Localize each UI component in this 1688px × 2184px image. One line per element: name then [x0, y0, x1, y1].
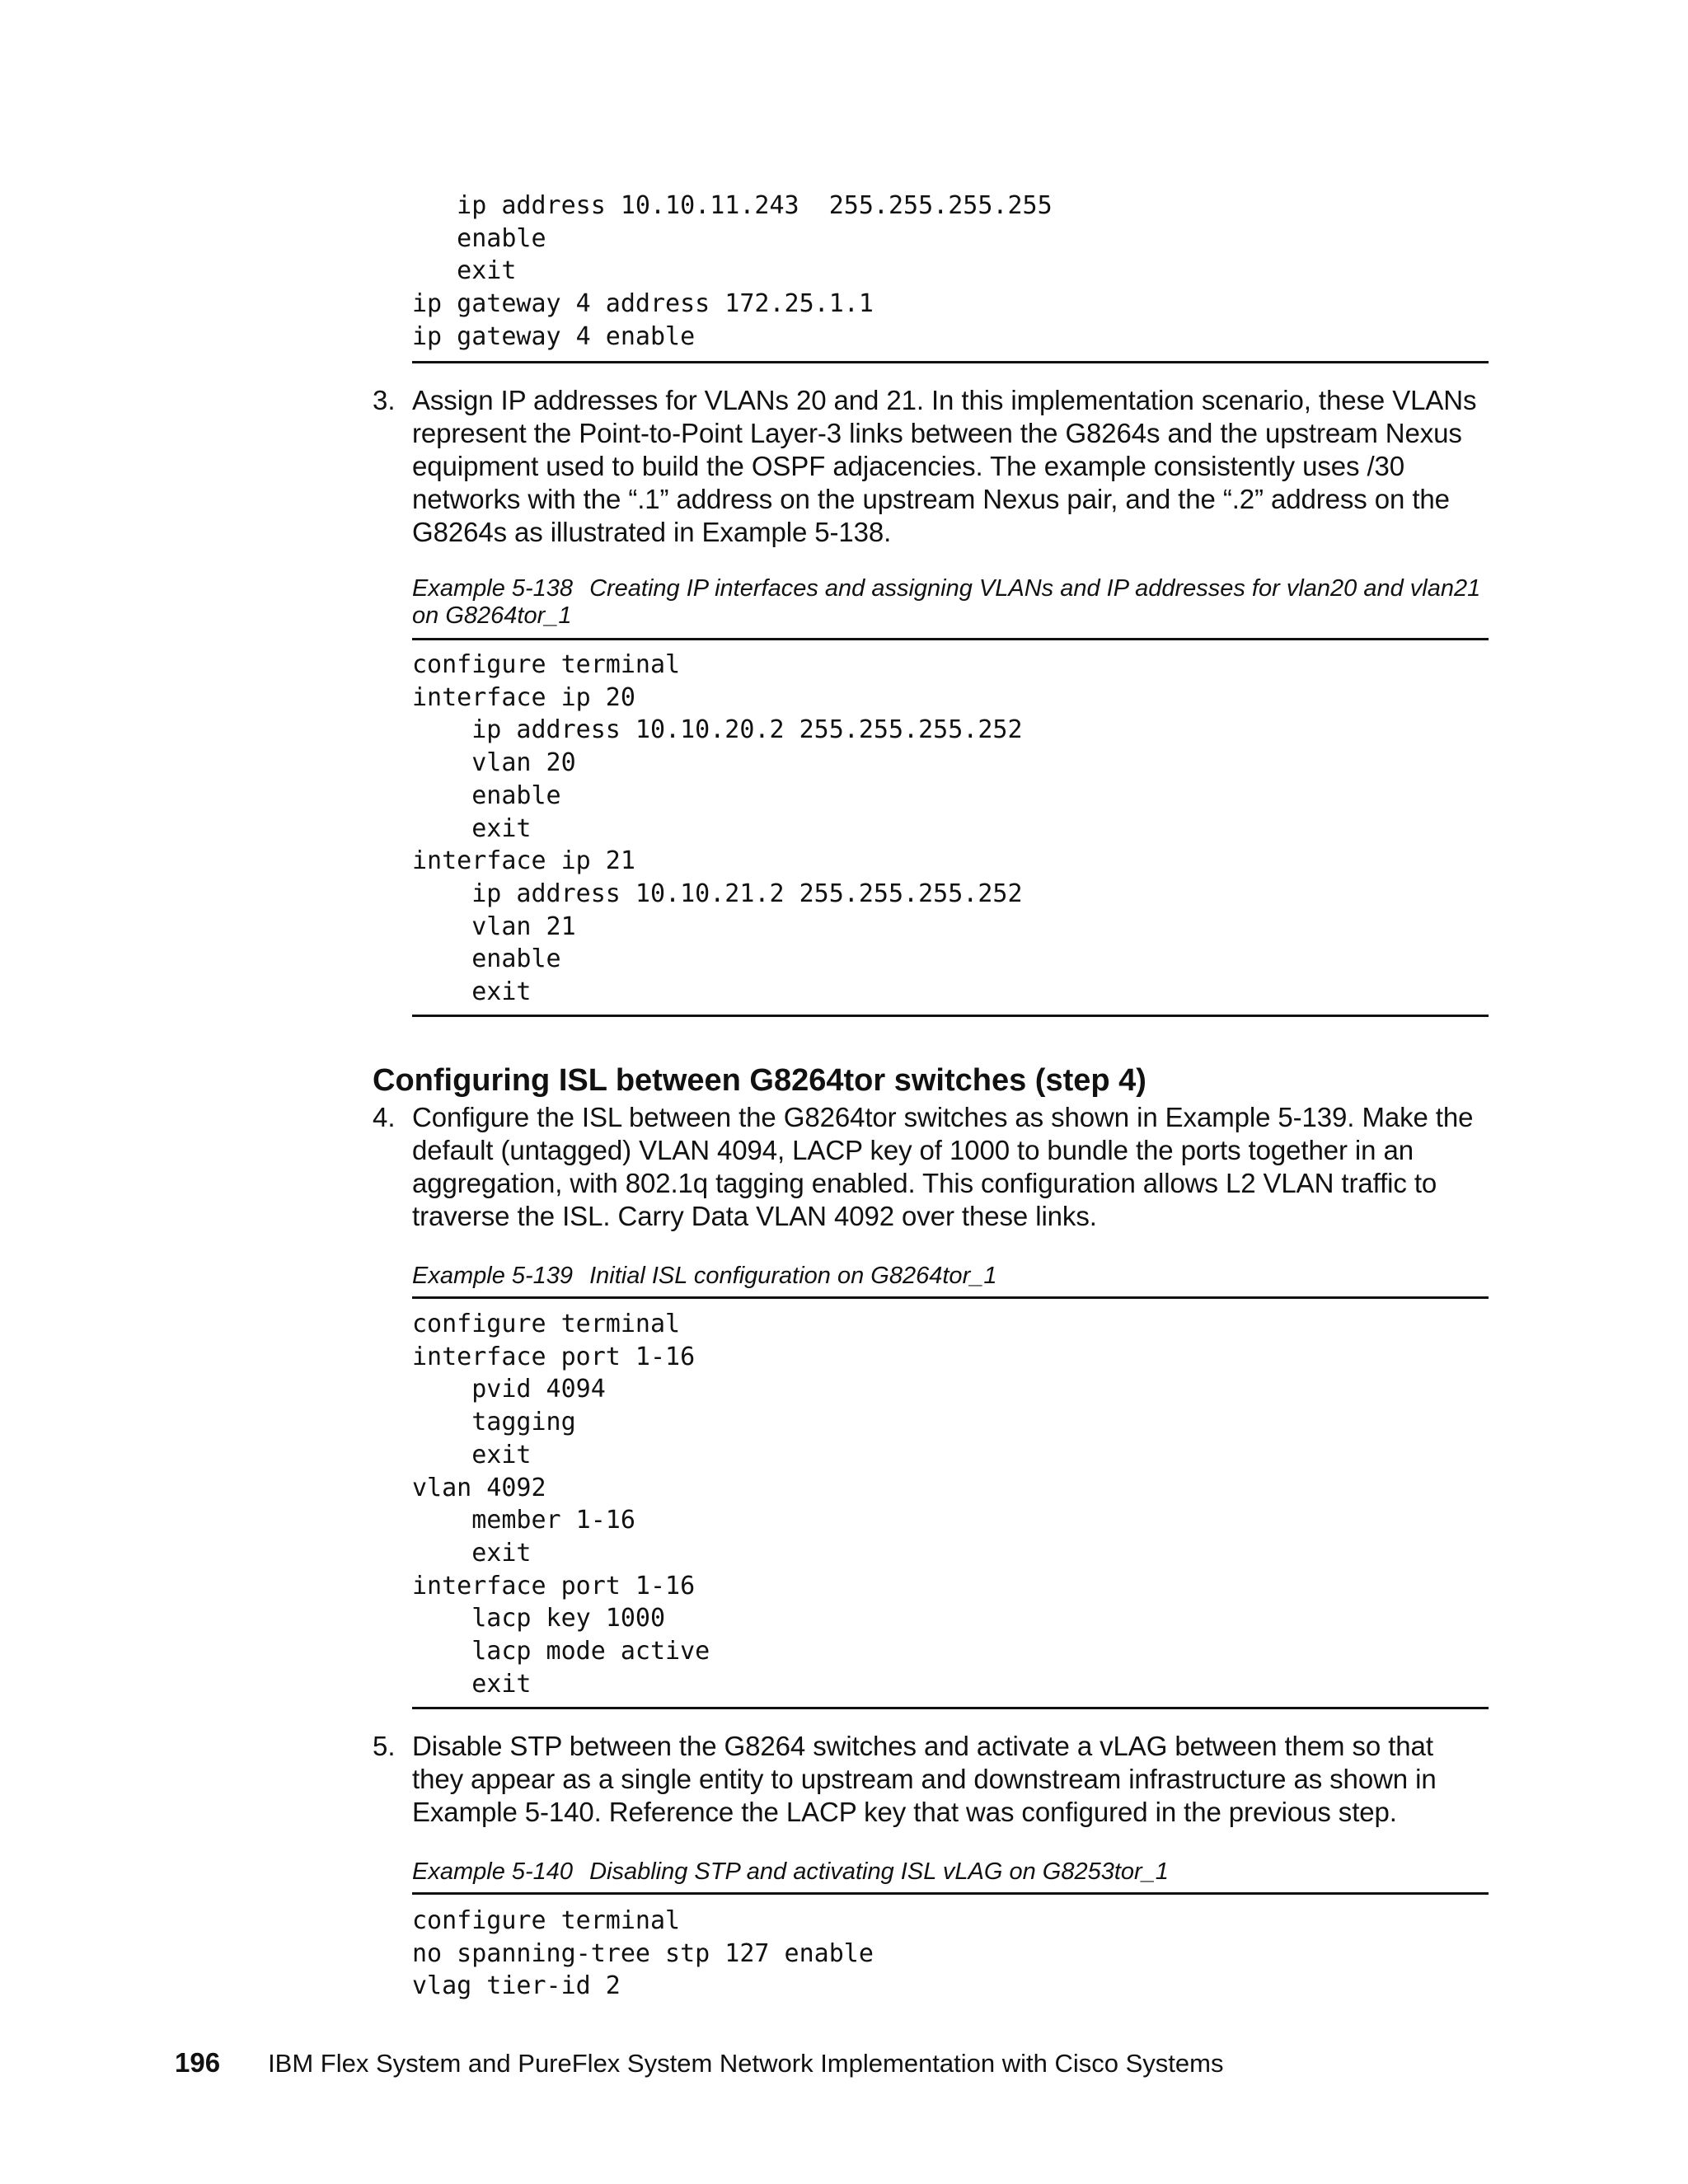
code-block-5-140: configure terminal no spanning-tree stp 127 enable vlag tier-id 2 — [412, 1906, 874, 2001]
example-top-rule — [412, 1296, 1489, 1299]
page-number: 196 — [175, 2047, 221, 2078]
example-label: Example 5-139 — [412, 1263, 574, 1289]
example-title: Disabling STP and activating ISL vLAG on G8253tor_1 — [589, 1858, 1169, 1885]
step-number: 3. — [373, 385, 396, 415]
list-item-step-3 — [373, 384, 1490, 549]
step-text: Assign IP addresses for VLANs 20 and 21. In this implementation scenario, these VLANs represent the Point-to-Point Layer-3 links between the G8264s and the upstream Nexus equipment used to build the OSPF adjacencies. The example consistently uses /30 networks with the “.1” address on the upstream Nexus pair, and the “.2” address on the G8264s as illustrated in Example 5-138. — [412, 385, 1477, 547]
list-item-step-4 — [373, 1101, 1490, 1233]
code-block-5-139: configure terminal interface port 1-16 pvid 4094 tagging exit vlan 4092 member 1-16 exit interface port 1-16 lacp key 1000 lacp mode active exit — [412, 1310, 710, 1699]
example-title: Creating IP interfaces and assigning VLANs and IP addresses for vlan20 and vlan21 on G8264tor_1 — [412, 575, 1481, 629]
example-bottom-rule — [412, 1707, 1489, 1709]
page-footer — [175, 2046, 1223, 2080]
step-text: Configure the ISL between the G8264tor switches as shown in Example 5-139. Make the default (untagged) VLAN 4094, LACP key of 1000 to bundle the ports together in an aggregation, with 802.1q tagging enabled. This configuration allows L2 VLAN traffic to traverse the ISL. Carry Data VLAN 4092 over these links. — [412, 1102, 1474, 1231]
example-label: Example 5-138 — [412, 575, 574, 602]
example-top-rule — [412, 638, 1489, 640]
section-heading: Configuring ISL between G8264tor switches (step 4) — [373, 1063, 1146, 1098]
example-bottom-rule — [412, 1015, 1489, 1017]
example-top-rule — [412, 1892, 1489, 1895]
example-caption-5-139 — [412, 1263, 1489, 1290]
example-caption-5-138 — [412, 575, 1489, 630]
code-block-end-rule — [412, 361, 1489, 363]
list-item-step-5 — [373, 1730, 1490, 1829]
step-number: 4. — [373, 1102, 396, 1132]
step-number: 5. — [373, 1731, 396, 1761]
example-label: Example 5-140 — [412, 1858, 574, 1885]
book-title: IBM Flex System and PureFlex System Network Implementation with Cisco Systems — [268, 2049, 1224, 2078]
example-caption-5-140 — [412, 1858, 1489, 1886]
example-title: Initial ISL configuration on G8264tor_1 — [589, 1263, 997, 1289]
step-text: Disable STP between the G8264 switches and activate a vLAG between them so that they appear as a single entity to upstream and downstream infrastructure as shown in Example 5-140. Reference the LACP key that was configured in the previous step. — [412, 1731, 1437, 1827]
code-block-5-138: configure terminal interface ip 20 ip address 10.10.20.2 255.255.255.252 vlan 20 enable exit interface ip 21 ip address 10.10.21.2 255.255.255.252 vlan 21 enable exit — [412, 650, 1023, 1007]
code-block-continued: ip address 10.10.11.243 255.255.255.255 enable exit ip gateway 4 address 172.25.1.1 ip gateway 4 enable — [412, 191, 1053, 351]
